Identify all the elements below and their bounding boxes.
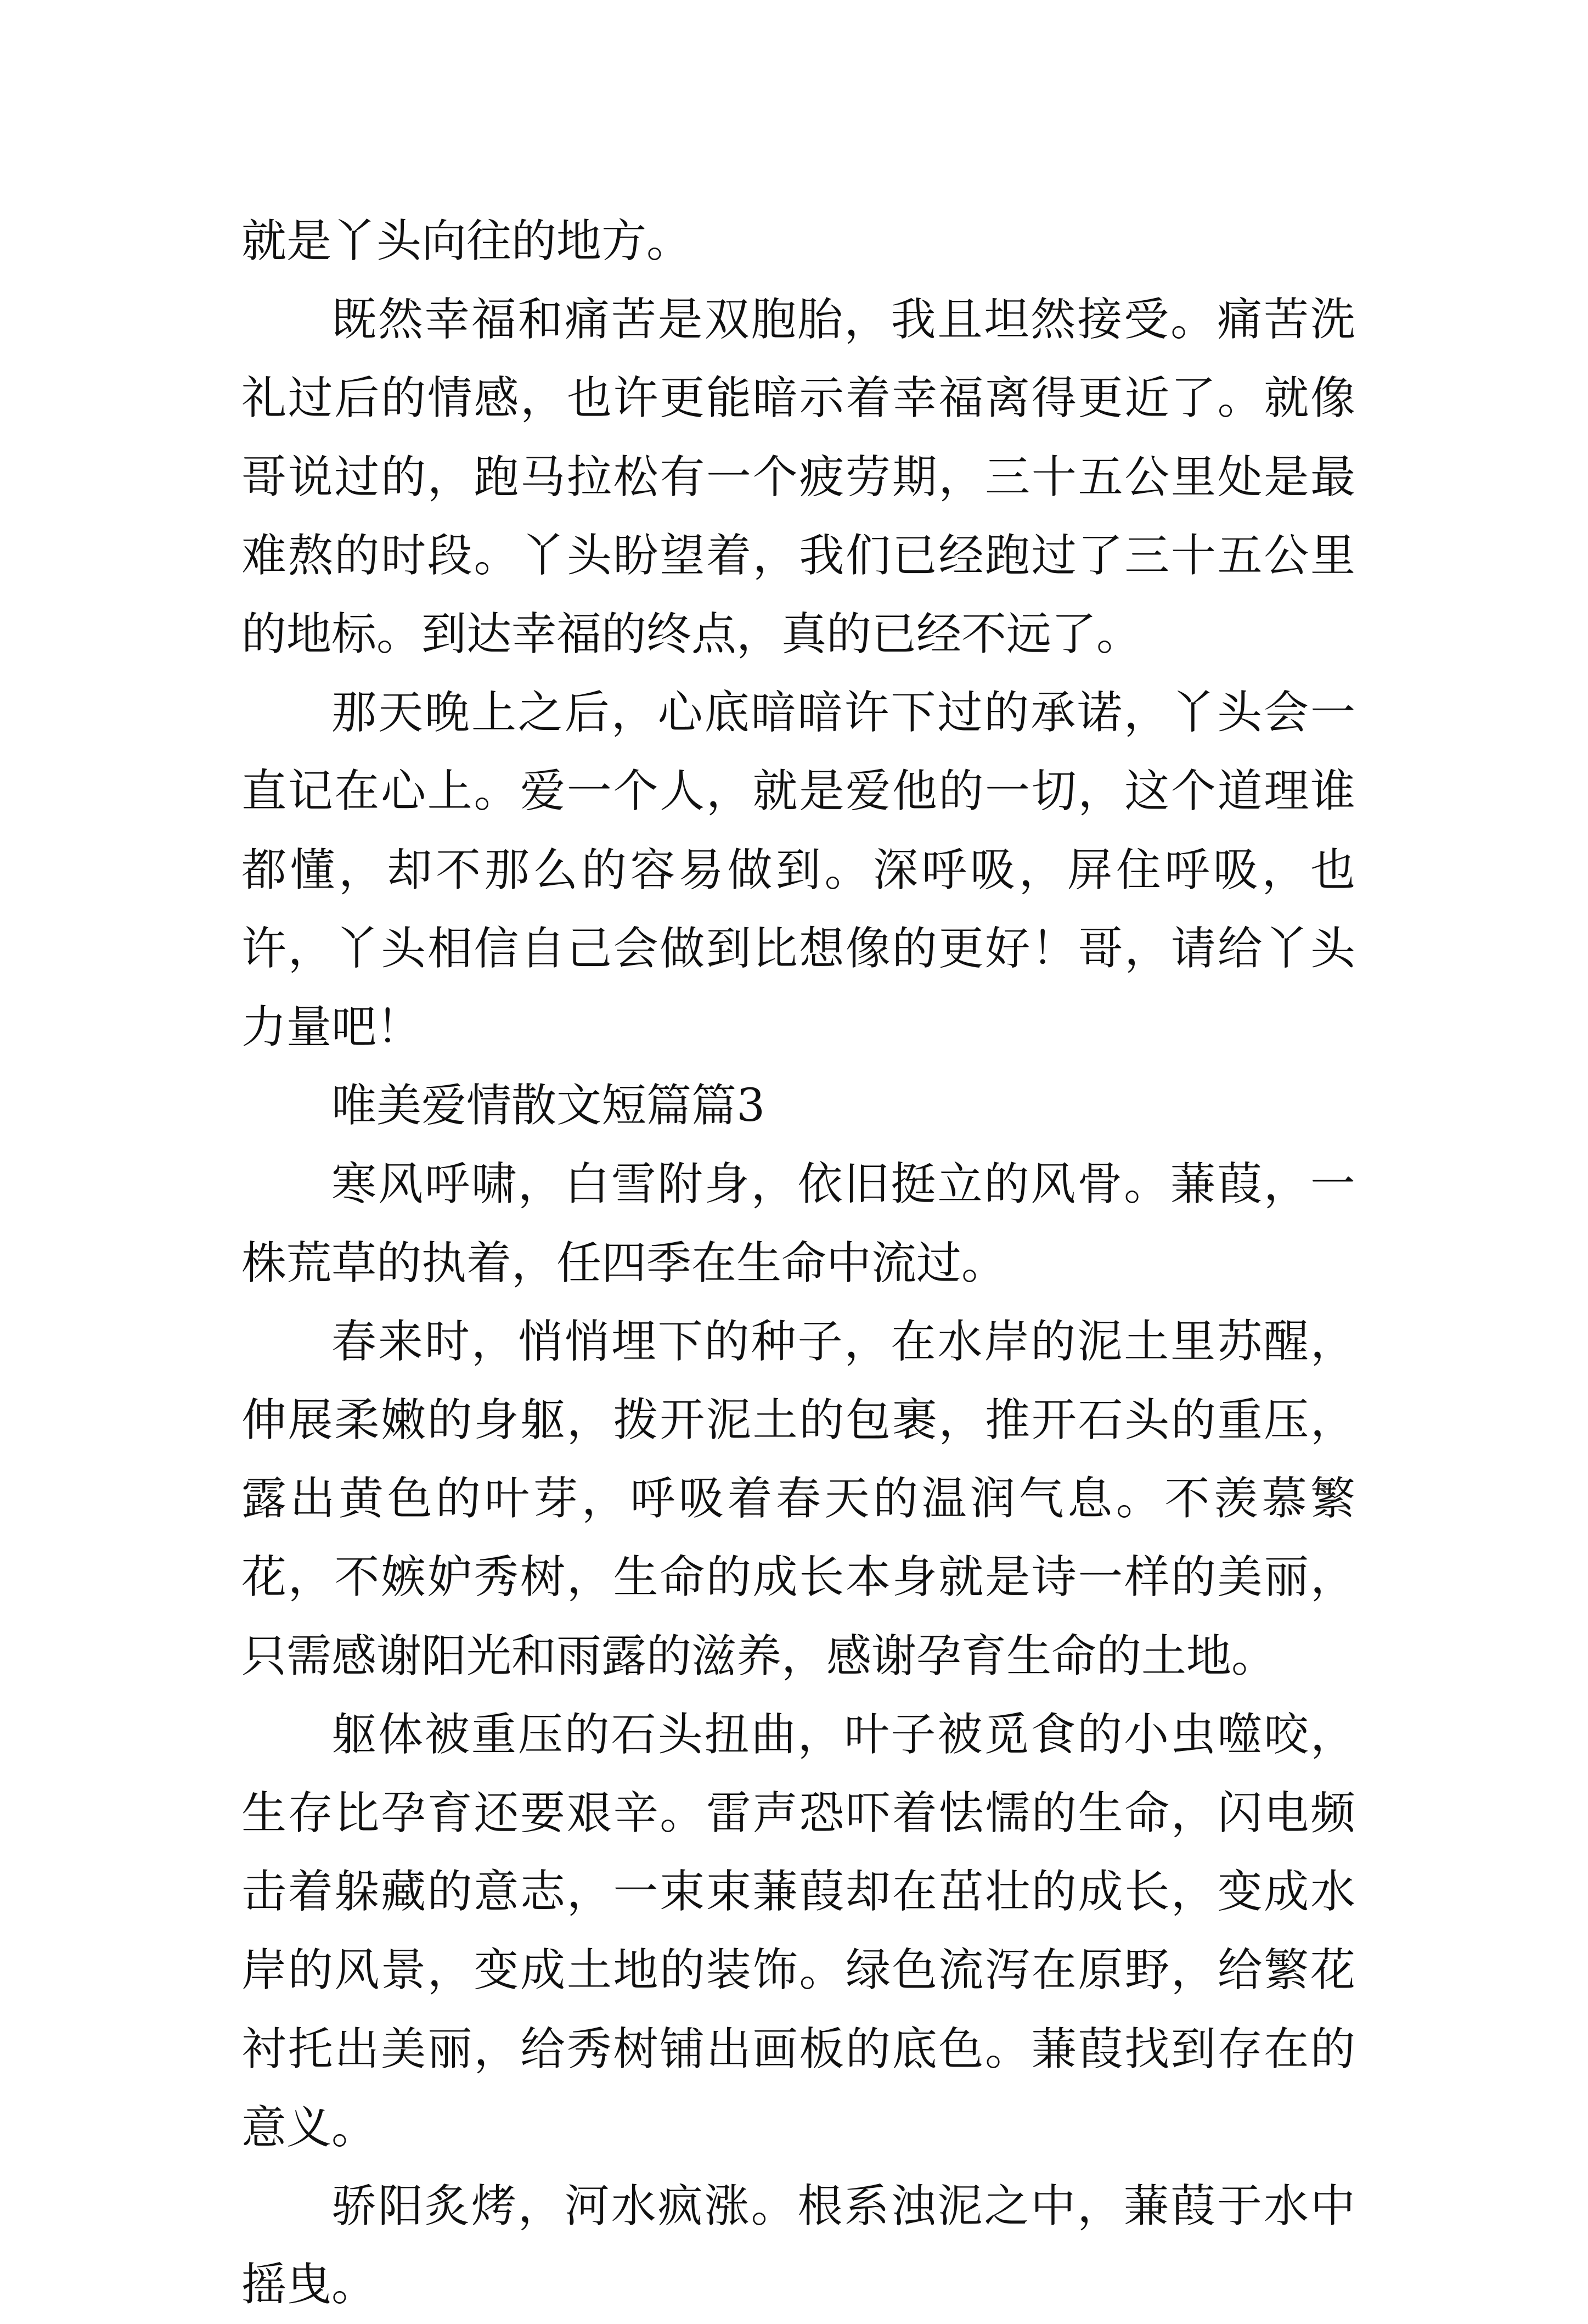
paragraph: 春来时，悄悄埋下的种子，在水岸的泥土里苏醒，伸展柔嫩的身躯，拨开泥土的包裹，推开石头的重压，露出黄色的叶芽，呼吸着春天的温润气息。不羡慕繁花，不嫉妒秀树，生命的成长本身就是诗一样的美丽，只需感谢阳光和雨露的滋养，感谢孕育生命的土地。 — [241, 1315, 1355, 1682]
paragraph: 寒风呼啸，白雪附身，依旧挺立的风骨。蒹葭，一株荒草的执着，任四季在生命中流过。 — [241, 1158, 1355, 1289]
paragraph: 骄阳炙烤，河水疯涨。根系浊泥之中，蒹葭于水中摇曳。 — [241, 2180, 1355, 2311]
paragraph: 那天晚上之后，心底暗暗许下过的承诺，丫头会一直记在心上。爱一个人，就是爱他的一切，这个道理谁都懂，却不那么的容易做到。深呼吸，屏住呼吸，也许，丫头相信自己会做到比想像的更好！哥，请给丫头力量吧！ — [241, 687, 1355, 1054]
paragraph: 躯体被重压的石头扭曲，叶子被觅食的小虫噬咬，生存比孕育还要艰辛。雷声恐吓着怯懦的生命，闪电频击着躲藏的意志，一束束蒹葭却在茁壮的成长，变成水岸的风景，变成土地的装饰。绿色流泻在原野，给繁花衬托出美丽，给秀树铺出画板的底色。蒹葭找到存在的意义。 — [241, 1708, 1355, 2154]
body-text — [241, 202, 1355, 2324]
section-heading: 唯美爱情散文短篇篇3 — [331, 1080, 765, 1132]
paragraph-continuation: 就是丫头向往的地方。 — [241, 215, 692, 267]
paragraph: 既然幸福和痛苦是双胞胎，我且坦然接受。痛苦洗礼过后的情感，也许更能暗示着幸福离得更近了。就像哥说过的，跑马拉松有一个疲劳期，三十五公里处是最难熬的时段。丫头盼望着，我们已经跑过了三十五公里的地标。到达幸福的终点，真的已经不远了。 — [241, 294, 1355, 661]
